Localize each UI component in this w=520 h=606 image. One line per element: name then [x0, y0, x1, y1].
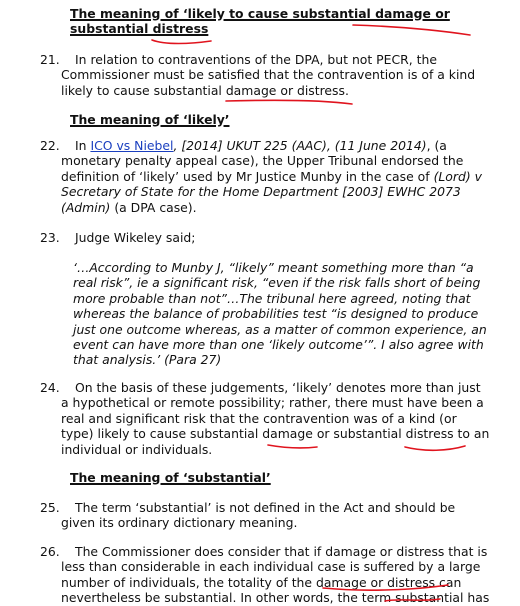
block-quote: ‘…According to Munby J, “likely” meant something more than “a real risk”, ie a significant risk, “even if the risk falls short of being more probable than not”…The tribunal here agreed, noting that whereas the balance of probabilities test “is designed to produce just one outcome whereas, as a matter of common experience, an event can have more than one ‘likely outcome’”. I also agree with that analysis.’ (Para 27): [73, 260, 487, 368]
paragraph-number: 26.: [40, 544, 60, 559]
paragraph-number: 21.: [40, 52, 60, 67]
paragraph-25: 25. The term ‘substantial’ is not defined in the Act and should be given its ordinary dictionary meaning.: [40, 500, 456, 531]
heading-meaning-of-substantial: The meaning of ‘substantial’: [70, 470, 271, 485]
paragraph-24: 24. On the basis of these judgements, ‘likely’ denotes more than just a hypothetical or remote possibility; rather, there must have been a real and significant risk that the contravention was of a kind (or type) likely to cause substantial damage or substantial distress to an individual or individuals.: [40, 380, 490, 457]
heading-likely-to-cause-substantial-damage: The meaning of ‘likely to cause substantial damage or substantial distress: [70, 6, 450, 37]
paragraph-number: 23.: [40, 230, 60, 245]
paragraph-26: 26. The Commissioner does consider that if damage or distress that is less than considerable in each individual case is suffered by a large number of individuals, the totality of the damage or distress can nevertheless be substantial. In other words, the term substantial has: [40, 544, 490, 606]
paragraph-23: 23. Judge Wikeley said;: [40, 230, 196, 245]
paragraph-22: 22. In ICO vs Niebel, [2014] UKUT 225 (AAC), (11 June 2014), (a monetary penalty appeal case), the Upper Tribunal endorsed the definition of ‘likely’ used by Mr Justice Munby in the case of (Lord) v Secretary of State for the Home Department [2003] EWHC 2073 (Admin) (a DPA case).: [40, 138, 482, 215]
underline-distress-heading: [152, 40, 211, 44]
paragraph-number: 22.: [40, 138, 60, 153]
paragraph-number: 25.: [40, 500, 60, 515]
underline-damage-or-distress-21: [226, 100, 352, 104]
ico-vs-niebel-link[interactable]: ICO vs Niebel: [90, 138, 174, 153]
heading-meaning-of-likely: The meaning of ‘likely’: [70, 112, 230, 127]
paragraph-21: 21. In relation to contraventions of the DPA, but not PECR, the Commissioner must be satisfied that the contravention is of a kind likely to cause substantial damage or distress.: [40, 52, 476, 98]
paragraph-number: 24.: [40, 380, 60, 395]
